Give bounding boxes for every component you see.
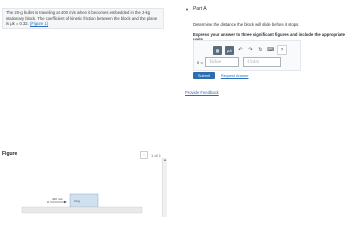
part-header[interactable] bbox=[185, 6, 207, 12]
request-answer-link[interactable]: Request Answer bbox=[220, 73, 249, 78]
figure-link[interactable]: (Figure 1) bbox=[29, 21, 49, 26]
part-title: Part A bbox=[192, 6, 207, 12]
variable-label: s = bbox=[197, 59, 204, 65]
problem-text: The 20-g bullet is traveling at 400 m/s when it becomes embedded in the 2-kg stationary block. The coefficient of kinetic friction between the block and the plane is μk = 0.32. bbox=[6, 10, 158, 26]
problem-statement bbox=[2, 8, 164, 29]
instructions-text: Express your answer to three significant figures and include the appropriate bbox=[193, 32, 345, 37]
pager-text: 1 of 1 bbox=[151, 152, 162, 158]
figure-pager bbox=[140, 151, 161, 159]
problem-panel bbox=[0, 0, 168, 217]
collapse-triangle-icon[interactable]: ▼ bbox=[185, 6, 189, 12]
templates-icon[interactable]: ▦ bbox=[213, 46, 222, 55]
equation-toolbar bbox=[213, 45, 287, 55]
keyboard-icon[interactable]: ⌨ bbox=[267, 46, 275, 53]
velocity-label: 400 m/s bbox=[52, 197, 63, 201]
answer-panel bbox=[183, 0, 350, 217]
provide-feedback-link[interactable]: Provide Feedback bbox=[185, 90, 219, 95]
figure-label: Figure bbox=[2, 151, 18, 157]
redo-icon[interactable]: ↷ bbox=[248, 46, 253, 53]
block-label: 2 kg bbox=[74, 199, 80, 203]
bullet bbox=[47, 201, 49, 203]
question-text: Determine the distance the block will slide before it stops. bbox=[193, 22, 300, 27]
submit-row bbox=[193, 72, 248, 79]
answer-box bbox=[193, 40, 301, 71]
figure-scrollbar[interactable] bbox=[162, 158, 167, 217]
reset-icon[interactable]: ↻ bbox=[258, 46, 263, 53]
ground-plane bbox=[22, 207, 142, 213]
value-input[interactable]: Value bbox=[205, 57, 239, 67]
units-input[interactable]: Units bbox=[243, 57, 281, 67]
undo-icon[interactable]: ↶ bbox=[238, 46, 243, 53]
scroll-up-icon[interactable]: ▲ bbox=[163, 157, 167, 162]
mu-a-icon[interactable]: μA bbox=[225, 46, 234, 55]
help-button[interactable]: ? bbox=[277, 45, 287, 55]
answer-input-row bbox=[197, 57, 281, 67]
submit-button[interactable]: Submit bbox=[193, 72, 215, 79]
velocity-arrowhead bbox=[64, 201, 67, 203]
figure-image bbox=[2, 160, 160, 217]
previous-figure-button[interactable]: ‹ bbox=[140, 151, 148, 159]
